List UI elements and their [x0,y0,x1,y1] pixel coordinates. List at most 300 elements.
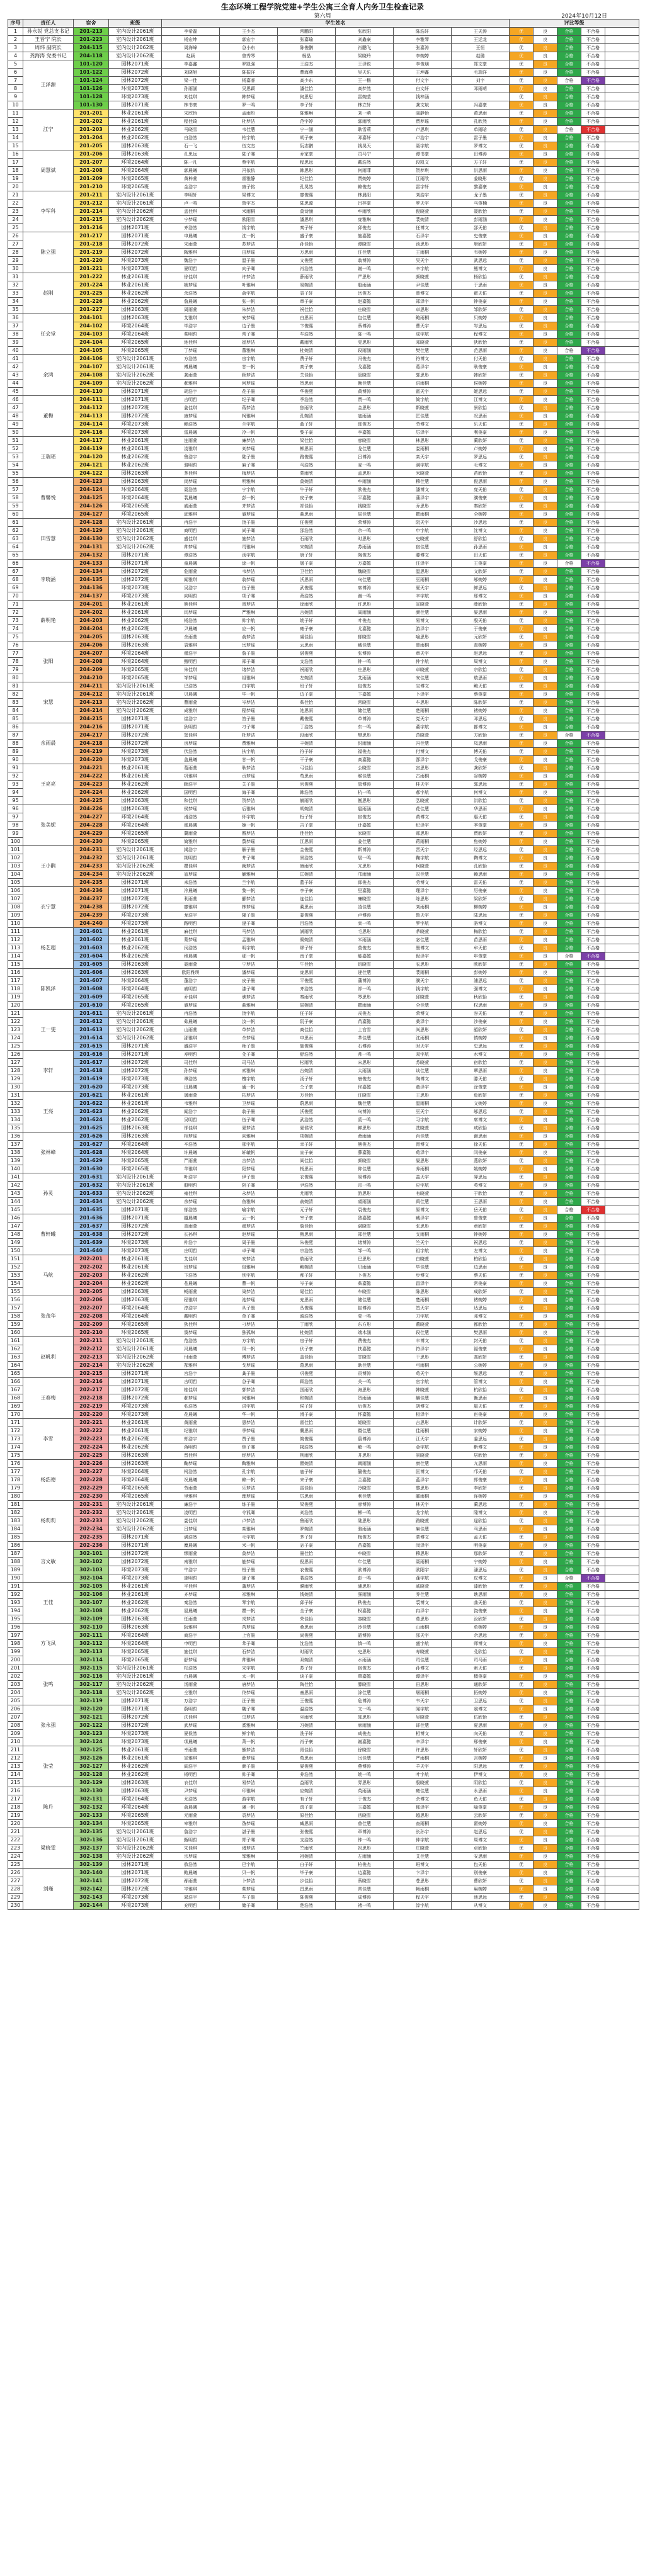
student-name: 胥博文 [394,1141,452,1149]
table-row [8,281,639,290]
class-cell: 室内设计2061班 [109,1664,162,1673]
student-name: 仰子骞 [220,1771,278,1779]
remark-cell [605,1018,639,1026]
student-name: 芮嘉懿 [336,1018,394,1026]
student-name: 凤思雨 [452,740,510,748]
header-responsible: 责任人 [23,20,74,28]
table-row [8,1010,639,1018]
grade-option: 良 [534,1337,557,1345]
remark-cell [605,1198,639,1206]
class-cell: 环境2064班 [109,658,162,666]
student-name: 穆思彤 [394,1550,452,1558]
grade-option: 合格 [557,1198,581,1206]
student-name: 应婉清 [278,1787,336,1795]
row-index: 229 [8,1894,23,1902]
class-cell: 室内设计2061班 [109,1173,162,1182]
student-name: 寇子轩 [278,1468,336,1476]
remark-cell [605,1411,639,1419]
student-name: 夏侯欣 [278,1124,336,1133]
table-row [8,1034,639,1042]
remark-cell [605,732,639,740]
student-name: 宫思彤 [394,764,452,772]
row-index: 48 [8,412,23,421]
room-cell: 204-230 [74,838,109,846]
student-name: 强雨涵 [336,1591,394,1599]
remark-cell [605,1714,639,1722]
grade-option: 合格 [557,1689,581,1697]
grade-option: 优 [510,77,534,85]
remark-cell [605,846,639,854]
remark-cell [605,1067,639,1075]
grade-option: 良 [534,1517,557,1525]
row-index: 46 [8,396,23,404]
student-name: 岑梦洁 [220,699,278,707]
grade-option: 合格 [557,1116,581,1124]
room-cell: 302-118 [74,1689,109,1697]
table-row [8,551,639,560]
table-row [8,1116,639,1124]
student-name: 贾一鸣 [336,396,394,404]
grade-option: 不合格 [581,470,605,478]
grade-option: 不合格 [581,1133,605,1141]
row-index: 73 [8,617,23,625]
remark-cell [605,920,639,928]
student-name: 甄明哲 [162,658,220,666]
student-name: 步佳怡 [278,1877,336,1885]
grade-option: 优 [510,952,534,961]
grade-option: 不合格 [581,240,605,249]
student-name: 巴浩然 [162,682,220,691]
student-name: 孔思远 [162,150,220,159]
room-cell: 204-128 [74,519,109,527]
grade-option: 优 [510,150,534,159]
grade-option: 不合格 [581,347,605,355]
row-index: 110 [8,920,23,928]
row-index: 5 [8,60,23,69]
grade-option: 合格 [557,797,581,805]
grade-option: 优 [510,200,534,208]
row-index: 117 [8,977,23,985]
class-cell: 林业2061班 [109,1263,162,1272]
student-name: 施佳琪 [162,1648,220,1656]
grade-option: 合格 [557,167,581,175]
student-name: 龙佳慧 [336,445,394,453]
student-name: 饶宇航 [220,1010,278,1018]
student-name: 荣博文 [394,1010,452,1018]
grade-option: 优 [510,69,534,77]
student-name: 麻子骞 [220,461,278,470]
student-name: 张欣阳 [336,28,394,36]
room-cell: 101-130 [74,101,109,110]
student-name: 濮天宇 [394,977,452,985]
grade-option: 不合格 [581,846,605,854]
row-index: 145 [8,1206,23,1214]
student-name: 商浩宇 [162,1632,220,1640]
student-name: 谯梦洁 [220,993,278,1002]
student-name: 永梦洁 [220,1190,278,1198]
grade-option: 良 [534,1427,557,1435]
table-row [8,1198,639,1206]
grade-option: 优 [510,1574,534,1583]
grade-option: 合格 [557,486,581,494]
remark-cell [605,936,639,944]
grade-option: 良 [534,240,557,249]
student-name: 顾梦洁 [220,371,278,380]
grade-option: 优 [510,1083,534,1092]
student-name: 池思雨 [278,707,336,715]
student-name: 景欣怡 [452,404,510,412]
grade-option: 良 [534,527,557,535]
student-name: 金浩宇 [162,183,220,191]
class-cell: 环境2073班 [109,93,162,101]
grade-option: 合格 [557,1304,581,1313]
student-name: 杜婉清 [278,347,336,355]
grade-option: 不合格 [581,1566,605,1574]
grade-option: 良 [534,805,557,813]
student-name: 莫婉清 [278,478,336,486]
grade-option: 良 [534,1632,557,1640]
room-cell: 202-206 [74,1296,109,1304]
grade-option: 优 [510,1149,534,1157]
student-name: 党思彤 [336,339,394,347]
student-name: 蒯雅琳 [220,871,278,879]
student-name: 养浩然 [278,1771,336,1779]
responsible-cell: 刘瑾 [23,1869,74,1910]
remark-cell [605,1214,639,1223]
class-cell: 园林2072班 [109,1550,162,1558]
grade-option: 不合格 [581,1321,605,1329]
student-name: 居一鸣 [336,854,394,862]
student-name: 浦思彤 [336,1583,394,1591]
student-name: 都博文 [452,723,510,732]
grade-option: 优 [510,249,534,257]
grade-option: 合格 [557,912,581,920]
student-name: 张嘉涛 [394,44,452,52]
student-name: 元雨萱 [162,1812,220,1820]
grade-option: 优 [510,1730,534,1738]
student-name: 荀思雨 [278,1754,336,1763]
student-name: 卓欣怡 [452,1844,510,1853]
student-name: 苍晨曦 [162,1280,220,1288]
student-name: 栾天宇 [394,453,452,461]
grade-option: 良 [534,363,557,371]
student-name: 惠梦洁 [220,1419,278,1427]
student-name: 冀思雨 [278,1427,336,1435]
student-name: 卞俊熙 [278,322,336,330]
class-cell: 环境2064班 [109,1640,162,1648]
student-name: 王浩杰 [278,60,336,69]
room-cell: 302-140 [74,1869,109,1877]
room-cell: 201-205 [74,142,109,150]
student-name: 叶俊杰 [336,617,394,625]
grade-option: 不合格 [581,290,605,298]
grade-option: 优 [510,732,534,740]
remark-cell [605,715,639,723]
student-name: 昌泽宇 [394,1280,452,1288]
student-name: 郭晨曦 [162,167,220,175]
grade-option: 良 [534,429,557,437]
row-index: 36 [8,314,23,322]
room-cell: 202-234 [74,1525,109,1534]
student-name: 高梦然 [336,85,394,93]
room-cell: 201-631 [74,1173,109,1182]
table-row [8,1018,639,1026]
remark-cell [605,150,639,159]
student-name: 卫佳怡 [278,568,336,576]
remark-cell [605,830,639,838]
grade-option: 优 [510,1263,534,1272]
student-name: 农思彤 [394,961,452,969]
student-name: 秦欣妍 [452,502,510,511]
grade-option: 不合格 [581,1403,605,1411]
room-cell: 201-617 [74,1059,109,1067]
student-name: 龙子墨 [452,191,510,200]
grade-option: 合格 [557,805,581,813]
student-name: 沈雨桐 [394,1034,452,1042]
student-name: 裘梦瑶 [220,511,278,519]
grade-option: 良 [534,36,557,44]
student-name: 刘佳琪 [162,93,220,101]
table-row [8,1059,639,1067]
grade-option: 优 [510,421,534,429]
remark-cell [605,322,639,330]
table-row [8,511,639,519]
grade-option: 优 [510,1067,534,1075]
grade-option: 合格 [557,961,581,969]
student-name: 詹浩宇 [162,1828,220,1836]
row-index: 214 [8,1771,23,1779]
row-index: 112 [8,936,23,944]
grade-option: 良 [534,1010,557,1018]
student-name: 步博文 [394,1272,452,1280]
grade-option: 不合格 [581,879,605,887]
student-name: 鲍天佑 [452,682,510,691]
grade-option: 不合格 [581,903,605,912]
grade-option: 优 [510,380,534,388]
grade-option: 优 [510,1018,534,1026]
student-name: 井思彤 [336,1452,394,1460]
row-index: 135 [8,1124,23,1133]
student-name: 管晓雪 [336,371,394,380]
room-cell: 204-236 [74,887,109,895]
grade-option: 不合格 [581,1026,605,1034]
grade-option: 不合格 [581,1198,605,1206]
grade-option: 不合格 [581,1190,605,1198]
student-name: 曾俊豪 [452,1214,510,1223]
room-cell: 204-211 [74,682,109,691]
grade-option: 优 [510,1403,534,1411]
remark-cell [605,1828,639,1836]
room-cell: 204-207 [74,650,109,658]
grade-option: 合格 [557,1419,581,1427]
student-name: 水博文 [452,1051,510,1059]
table-row [8,339,639,347]
student-name: 黎思彤 [394,1484,452,1493]
class-cell: 环境2073班 [109,257,162,265]
table-row [8,535,639,543]
student-name: 尹梦瑶 [162,1787,220,1795]
table-row [8,1329,639,1337]
grade-option: 良 [534,44,557,52]
table-row [8,380,639,388]
table-row [8,330,639,339]
student-name: 蒙博文 [394,1534,452,1542]
grade-option: 良 [534,85,557,93]
grade-option: 良 [534,764,557,772]
class-cell: 环境2073班 [109,1738,162,1746]
grade-option: 良 [534,1452,557,1460]
row-index: 31 [8,273,23,281]
student-name: 朱佳琪 [162,666,220,674]
room-cell: 201-214 [74,208,109,216]
student-name: 习宇航 [394,1116,452,1124]
student-name: 司马宁 [336,150,394,159]
student-name: 阴子骞 [220,1182,278,1190]
student-name: 鞠宇航 [394,854,452,862]
row-index: 26 [8,232,23,240]
class-cell: 环境2064班 [109,486,162,494]
student-name: 通一帆 [220,1083,278,1092]
grade-option: 优 [510,813,534,822]
grade-option: 优 [510,502,534,511]
room-cell: 202-205 [74,1288,109,1296]
grade-option: 优 [510,1828,534,1836]
row-index: 39 [8,339,23,347]
room-cell: 302-119 [74,1697,109,1705]
grade-option: 合格 [557,216,581,224]
grade-option: 优 [510,437,534,445]
row-index: 3 [8,44,23,52]
table-row [8,592,639,601]
grade-option: 不合格 [581,453,605,461]
student-name: 梅俊杰 [336,1534,394,1542]
grade-option: 良 [534,699,557,707]
class-cell: 园林2071班 [109,1042,162,1051]
student-name: 王泽锐 [336,60,394,69]
student-name: 亢思雨 [452,1460,510,1468]
grade-option: 良 [534,969,557,977]
grade-option: 优 [510,396,534,404]
student-name: 艾佳琪 [162,1255,220,1263]
student-name: 文婉婷 [452,1100,510,1108]
table-row [8,838,639,846]
student-name: 汪泽宇 [394,560,452,568]
student-name: 武俊熙 [278,584,336,592]
student-name: 彭一鸣 [336,1574,394,1583]
table-row [8,822,639,830]
remark-cell [605,1673,639,1681]
grade-option: 合格 [557,1157,581,1165]
remark-cell [605,429,639,437]
class-cell: 环境2073班 [109,1403,162,1411]
student-name: 厉泽宇 [394,429,452,437]
table-row [8,355,639,363]
student-name: 史思远 [452,1042,510,1051]
student-name: 肖浩然 [278,265,336,273]
table-row [8,1411,639,1419]
student-name: 倪思雨 [278,1558,336,1566]
student-name: 汤思彤 [394,240,452,249]
grade-option: 合格 [557,1370,581,1378]
student-name: 伏浩然 [162,748,220,756]
student-name: 乔佳慧 [394,1591,452,1599]
grade-option: 合格 [557,781,581,789]
student-name: 申思雨 [278,1034,336,1042]
remark-cell [605,674,639,682]
row-index: 203 [8,1681,23,1689]
grade-option: 良 [534,879,557,887]
student-name: 潘思琪 [278,216,336,224]
student-name: 商明哲 [162,527,220,535]
grade-option: 合格 [557,1345,581,1353]
student-name: 邹欣妍 [452,306,510,314]
student-name: 古雨桐 [394,772,452,781]
room-cell: 204-210 [74,674,109,682]
grade-option: 优 [510,1844,534,1853]
row-index: 102 [8,854,23,862]
student-name: 贝婉婷 [452,314,510,322]
class-cell: 园林2063班 [109,1288,162,1296]
student-name: 申宇航 [394,527,452,535]
grade-option: 不合格 [581,216,605,224]
student-name: 雷子墨 [452,134,510,142]
room-cell: 201-629 [74,1157,109,1165]
student-name: 沃思雨 [278,576,336,584]
grade-option: 合格 [557,1026,581,1034]
student-name: 尹佳慧 [394,281,452,290]
student-name: 常鹏阳 [278,28,336,36]
student-name: 邱晓萱 [394,993,452,1002]
grade-option: 良 [534,1902,557,1910]
grade-option: 不合格 [581,1427,605,1435]
grade-option: 良 [534,1656,557,1664]
grade-option: 合格 [557,93,581,101]
grade-option: 不合格 [581,306,605,314]
grade-option: 不合格 [581,584,605,592]
row-index: 30 [8,265,23,273]
student-name: 方欣怡 [452,732,510,740]
student-name: 全婉婷 [452,511,510,519]
grade-option: 不合格 [581,920,605,928]
grade-option: 良 [534,126,557,134]
grade-option: 不合格 [581,699,605,707]
remark-cell [605,813,639,822]
class-cell: 室内设计2062班 [109,1026,162,1034]
class-cell: 环境2065班 [109,830,162,838]
grade-option: 不合格 [581,1231,605,1239]
responsible-cell: 王泽源 [23,60,74,110]
room-cell: 302-115 [74,1664,109,1673]
remark-cell [605,1591,639,1599]
student-name: 欧俊杰 [336,486,394,494]
student-name: 余博文 [394,1795,452,1804]
student-name: 王少杰 [220,28,278,36]
student-name: 隆博文 [452,1509,510,1517]
row-index: 186 [8,1542,23,1550]
student-name: 宁宇航 [220,486,278,494]
table-row [8,1673,639,1681]
student-name: 霍雅静 [220,175,278,183]
student-name: 邱雅琪 [162,511,220,519]
student-name: 冷晓雪 [336,1484,394,1493]
student-name: 双婉清 [278,1656,336,1664]
grade-option: 合格 [557,208,581,216]
student-name: 温浩然 [278,1705,336,1714]
student-name: 贾欣妍 [452,830,510,838]
student-name: 戴明哲 [162,1313,220,1321]
grade-option: 不合格 [581,1419,605,1427]
table-row [8,969,639,977]
